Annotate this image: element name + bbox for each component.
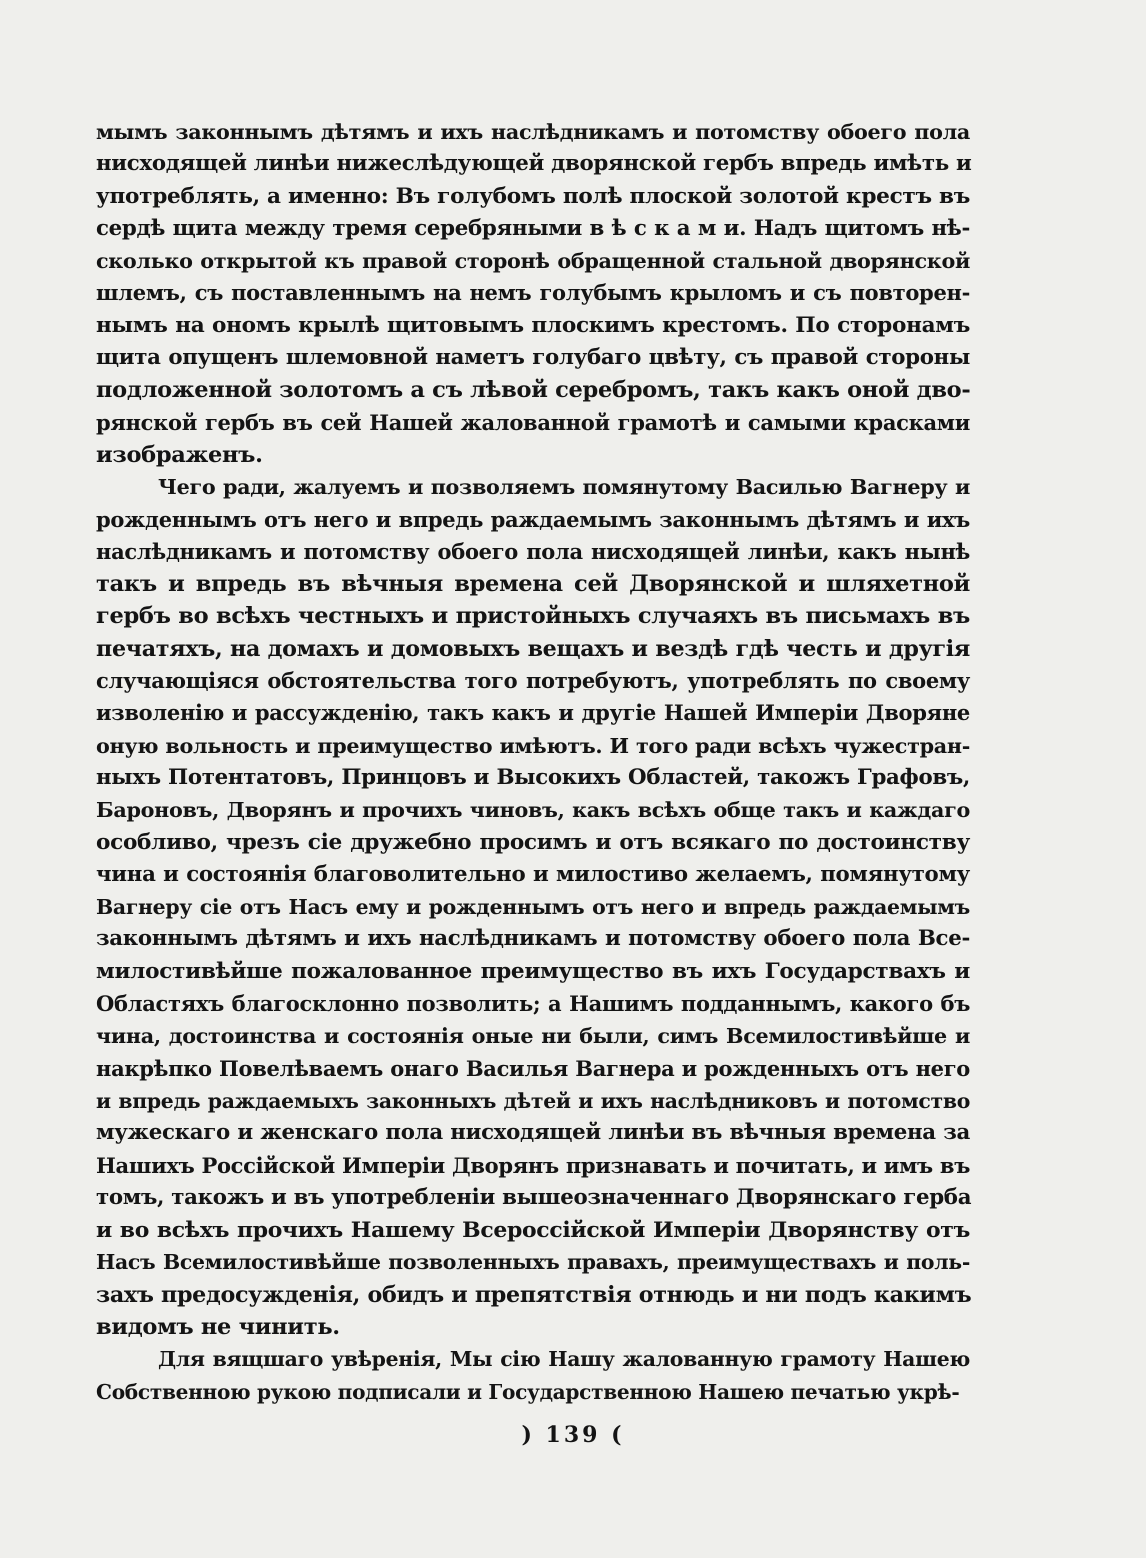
text-line: наслѣдникамъ и потомству обоего пола нисходящей линѣи, какъ нынѣ <box>96 538 970 564</box>
text-line: Нашихъ Россійской Имперіи Дворянъ признавать и почитать, и имъ въ <box>96 1152 970 1178</box>
text-line: милостивѣйше пожалованное преимущество въ ихъ Государствахъ и <box>96 958 970 984</box>
text-line: щита опущенъ шлемовной наметъ голубаго цвѣту, съ правой стороны <box>96 345 970 371</box>
text-line: Собственною рукою подписали и Государственною Нашею печатью укрѣ- <box>96 1379 960 1404</box>
text-line: особливо, чрезъ сіе дружебно просимъ и отъ всякаго по достоинству <box>96 829 970 855</box>
text-line: мужескаго и женскаго пола нисходящей линѣи въ вѣчныя времена за <box>96 1120 970 1146</box>
text-line: томъ, такожъ и въ употребленіи вышеозначеннаго Дворянскаго герба <box>96 1184 972 1210</box>
text-line: ныхъ Потентатовъ, Принцовъ и Высокихъ Областей, такожъ Графовъ, <box>96 764 970 790</box>
text-line: Вагнеру сіе отъ Насъ ему и рожденнымъ отъ него и впредь раждаемымъ <box>96 895 970 920</box>
text-line: такъ и впредь въ вѣчныя времена сей Дворянской и шляхетной <box>96 571 970 598</box>
text-line: Для вящшаго увѣренія, Мы сію Нашу жалованную грамоту Нашею <box>158 1347 970 1372</box>
page-number: ) 139 ( <box>521 1422 625 1448</box>
text-line: мымъ законнымъ дѣтямъ и ихъ наслѣдникамъ и потомству обоего пола <box>96 120 970 144</box>
text-line: оную вольность и преимущество имѣютъ. И того ради всѣхъ чужестран- <box>96 733 970 758</box>
paragraph <box>96 116 970 471</box>
text-body <box>96 116 970 1408</box>
text-line: законнымъ дѣтямъ и ихъ наслѣдникамъ и потомству обоего пола Все- <box>96 926 970 952</box>
text-line: захъ предосужденія, обидъ и препятствія отнюдь и ни подъ какимъ <box>96 1281 972 1308</box>
text-line: видомъ не чинить. <box>96 1313 340 1340</box>
text-line: накрѣпко Повелѣваемъ онаго Василья Вагнера и рожденныхъ отъ него <box>96 1055 970 1081</box>
paragraph <box>96 471 970 1343</box>
paragraph <box>96 1343 970 1408</box>
text-line: и во всѣхъ прочихъ Нашему Всероссійской Имперіи Дворянству отъ <box>96 1217 970 1244</box>
text-line: изволенію и рассужденію, такъ какъ и другіе Нашей Имперіи Дворяне <box>96 700 970 726</box>
text-line: подложенной золотомъ а съ лѣвой серебромъ, такъ какъ оной дво- <box>96 377 971 404</box>
text-line: сердѣ щита между тремя серебряными в ѣ с к а м и. Надъ щитомъ нѣ- <box>96 215 970 241</box>
text-line: чина и состоянія благоволительно и милостиво желаемъ, помянутому <box>96 861 970 887</box>
text-line: рянской гербъ въ сей Нашей жалованной грамотѣ и самыми красками <box>96 409 970 435</box>
text-line: нисходящей линѣи нижеслѣдующей дворянской гербъ впредь имѣть и <box>96 151 972 177</box>
text-line: сколько открытой къ правой сторонѣ обращенной стальной дворянской <box>96 249 970 274</box>
text-line: Чего ради, жалуемъ и позволяемъ помянутому Василью Вагнеру и <box>158 475 970 500</box>
text-line: шлемъ, съ поставленнымъ на немъ голубымъ крыломъ и съ повторен- <box>96 280 970 306</box>
text-line: Областяхъ благосклонно позволить; а Нашимъ подданнымъ, какого бъ <box>96 991 970 1017</box>
text-line: и впредь раждаемыхъ законныхъ дѣтей и ихъ наслѣдниковъ и потомство <box>96 1088 970 1113</box>
text-line: изображенъ. <box>96 441 263 468</box>
text-line: гербъ во всѣхъ честныхъ и пристойныхъ случаяхъ въ письмахъ въ <box>96 603 970 630</box>
text-line: случающіяся обстоятельства того потребуютъ, употреблять по своему <box>96 668 970 694</box>
text-line: Бароновъ, Дворянъ и прочихъ чиновъ, какъ всѣхъ обще такъ и каждаго <box>96 798 970 823</box>
text-line: чина, достоинства и состоянія оные ни были, симъ Всемилостивѣйше и <box>96 1024 970 1049</box>
text-line: Насъ Всемилостивѣйше позволенныхъ правахъ, преимуществахъ и поль- <box>96 1250 970 1275</box>
text-line: употреблять, а именно: Въ голубомъ полѣ плоской золотой крестъ въ <box>96 183 970 209</box>
text-line: нымъ на ономъ крылѣ щитовымъ плоскимъ крестомъ. По сторонамъ <box>96 312 970 338</box>
text-line: рожденнымъ отъ него и впредь раждаемымъ законнымъ дѣтямъ и ихъ <box>96 506 970 532</box>
text-line: печатяхъ, на домахъ и домовыхъ вещахъ и вездѣ гдѣ честь и другія <box>96 635 970 662</box>
